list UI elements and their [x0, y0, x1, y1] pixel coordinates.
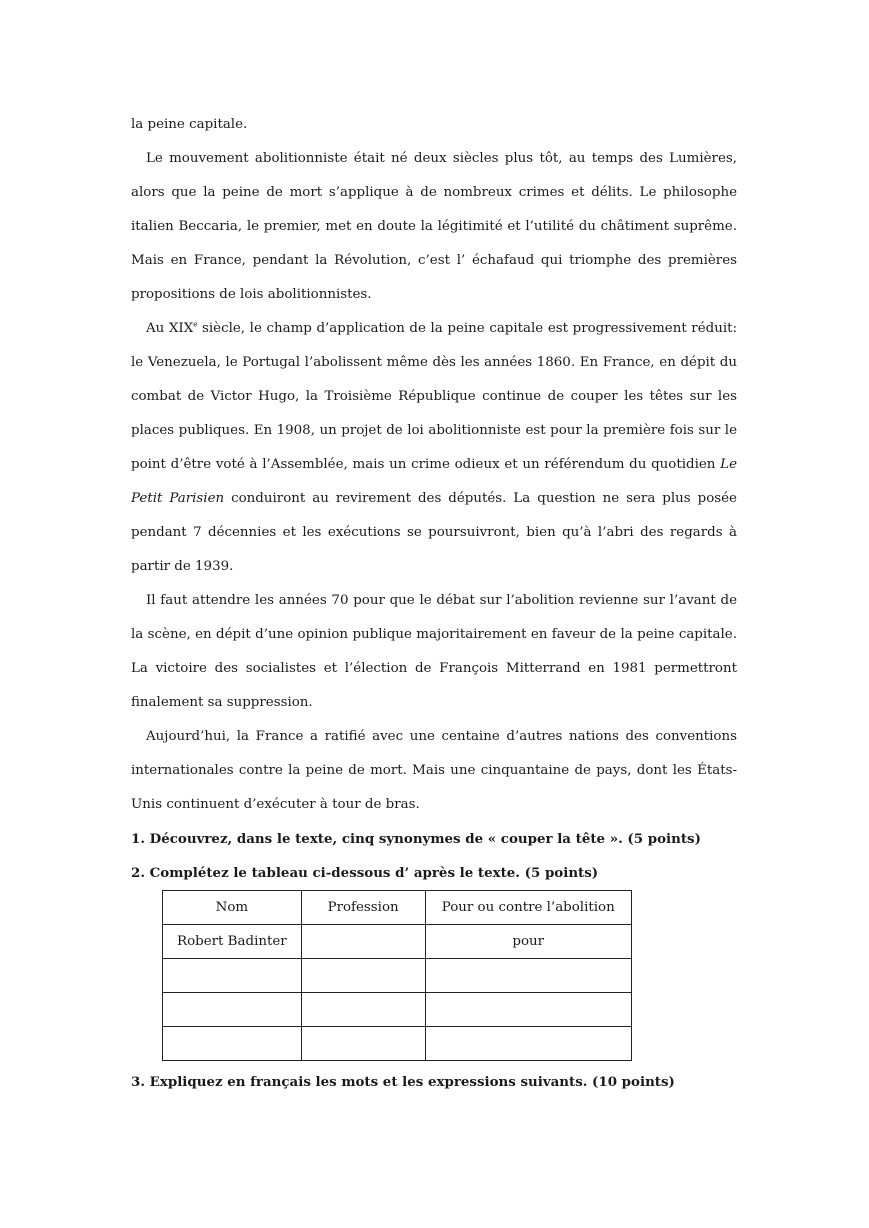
table-header-row: [163, 891, 632, 925]
table-cell: [163, 1027, 302, 1061]
paragraph-2: Le mouvement abolitionniste était né deux siècles plus tôt, au temps des Lumières, alors que la peine de mort s’applique à de nombreux crimes et délits. Le philosophe italien Beccaria, le premier, met en doute la légitimité et l’utilité du châtiment suprême. Mais en France, pendant la Révolution, c’est l’ échafaud qui triomphe des premières propositions de lois abolitionnistes.: [131, 151, 737, 302]
table-cell: [425, 993, 632, 1027]
table-row: [163, 993, 632, 1027]
table-cell: [301, 993, 425, 1027]
table-cell: [301, 925, 425, 959]
header-position: Pour ou contre l’abolition: [425, 891, 632, 925]
question-3: 3. Expliquez en français les mots et les expressions suivants. (10 points): [131, 1074, 675, 1090]
paragraph-1: la peine capitale.: [131, 117, 248, 132]
table-cell: [301, 1027, 425, 1061]
paragraph-4: Il faut attendre les années 70 pour que le débat sur l’abolition revienne sur l’avant de la scène, en dépit d’une opinion publique majoritairement en faveur de la peine capitale. La victoire des socialistes et l’élection de François Mitterrand en 1981 permettront finalement sa suppression.: [131, 593, 737, 710]
paragraph-3: Au XIXe siècle, le champ d’application de la peine capitale est progressivement réduit: le Venezuela, le Portugal l’abolissent même dès les années 1860. En France, en dépit du combat de Victor Hugo, la Troisième République continue de couper les têtes sur les places publiques. En 1908, un projet de loi abolitionniste est pour la première fois sur le point d’être voté à l’Assemblée, mais un crime odieux et un référendum du quotidien Le Petit Parisien conduiront au revirement des députés. La question ne sera plus posée pendant 7 décennies et les exécutions se poursuivront, bien qu’à l’abri des regards à partir de 1939.: [131, 320, 737, 574]
header-nom: Nom: [163, 891, 302, 925]
newspaper-title: Le Petit Parisien: [131, 457, 737, 506]
table-cell: [425, 1027, 632, 1061]
question-2: 2. Complétez le tableau ci-dessous d’ après le texte. (5 points): [131, 865, 599, 881]
table-cell: [163, 959, 302, 993]
header-profession: Profession: [301, 891, 425, 925]
table-cell: [301, 959, 425, 993]
table-cell: [163, 993, 302, 1027]
table-cell: [425, 959, 632, 993]
table-cell: pour: [425, 925, 632, 959]
question-1: 1. Découvrez, dans le texte, cinq synonymes de « couper la tête ». (5 points): [131, 831, 701, 847]
table-row: [163, 1027, 632, 1061]
abolition-table: [162, 890, 632, 1061]
table-row: [163, 925, 632, 959]
table-row: [163, 959, 632, 993]
paragraph-5: Aujourd’hui, la France a ratifié avec une centaine d’autres nations des conventions internationales contre la peine de mort. Mais une cinquantaine de pays, dont les États-Unis continuent d’exécuter à tour de bras.: [131, 729, 737, 812]
table-cell: Robert Badinter: [163, 925, 302, 959]
article-text: [131, 108, 737, 890]
